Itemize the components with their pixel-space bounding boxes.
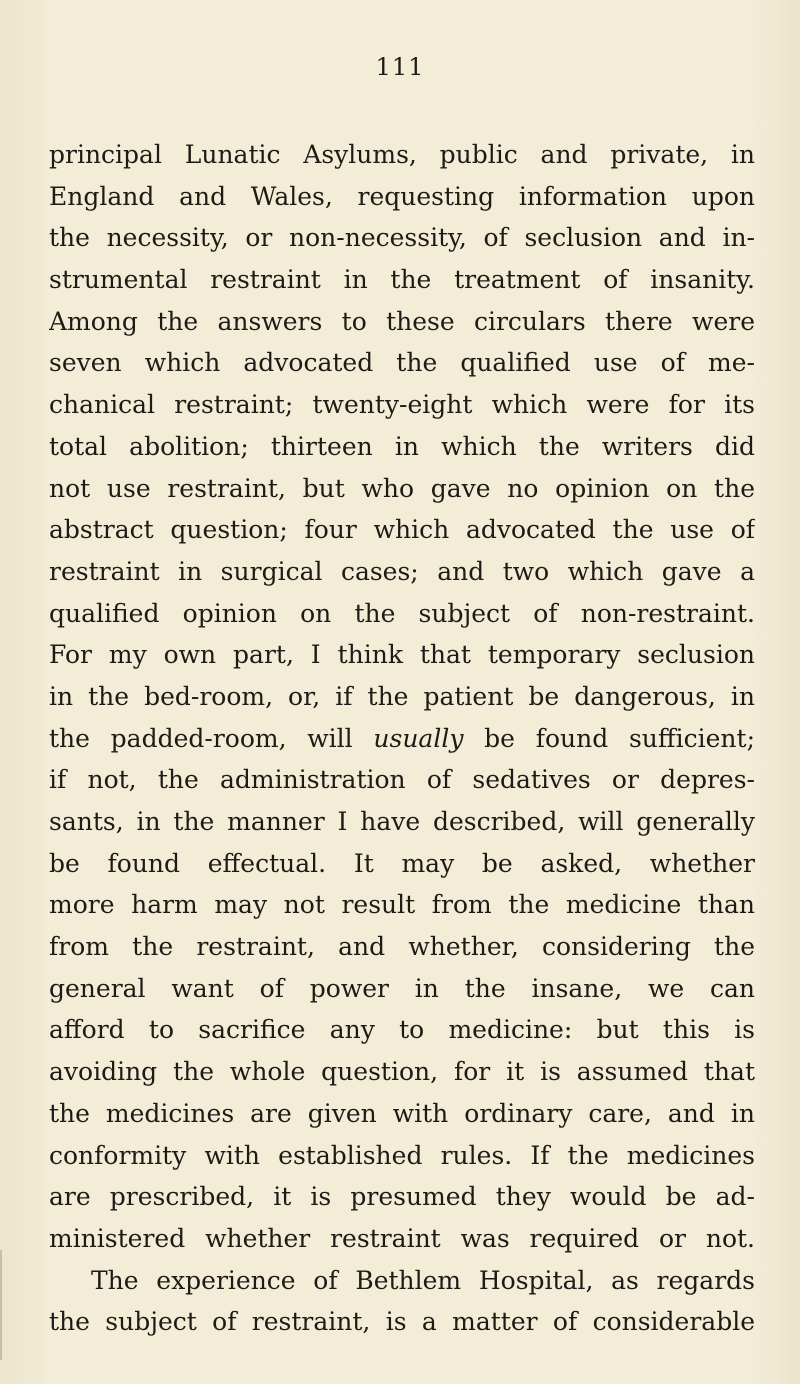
- text-line: the necessity, or non-necessity, of seclusion and in-: [49, 223, 755, 253]
- page-edge-shadow: [0, 1250, 2, 1360]
- text-line: seven which advocated the qualified use of me-: [49, 348, 755, 378]
- text-line-with-emphasis: [49, 718, 755, 760]
- text-line: principal Lunatic Asylums, public and private, in: [49, 140, 755, 169]
- text-line: avoiding the whole question, for it is assumed that: [49, 1057, 755, 1087]
- text-line: if not, the administration of sedatives or depres-: [49, 765, 755, 795]
- text-line: chanical restraint; twenty-eight which were for its: [49, 390, 755, 420]
- text-line: sants, in the manner I have described, will generally: [49, 807, 755, 836]
- text-line: afford to sacrifice any to medicine: but this is: [49, 1015, 755, 1045]
- emphasized-word: usually: [373, 723, 464, 753]
- text-line: from the restraint, and whether, considering the: [49, 932, 755, 962]
- text-line: be found effectual. It may be asked, whether: [49, 848, 755, 878]
- text-line: in the bed-room, or, if the patient be dangerous, in: [49, 681, 755, 711]
- text-line: ministered whether restraint was required or not.: [49, 1223, 755, 1253]
- body-text: [49, 134, 755, 1343]
- text-segment: the padded-room, will: [49, 723, 374, 753]
- text-line: England and Wales, requesting information upon: [49, 181, 755, 211]
- paragraph-start-line: The experience of Bethlem Hospital, as regards: [91, 1265, 755, 1295]
- text-line: are prescribed, it is presumed they would be ad-: [49, 1182, 755, 1212]
- text-line: conformity with established rules. If the medicines: [49, 1140, 755, 1170]
- text-line: restraint in surgical cases; and two which gave a: [49, 556, 755, 586]
- text-line: For my own part, I think that temporary seclusion: [49, 640, 755, 670]
- text-line: the subject of restraint, is a matter of considerable: [49, 1307, 755, 1337]
- text-line: general want of power in the insane, we can: [49, 973, 755, 1003]
- text-segment: be found sufficient;: [463, 723, 755, 753]
- text-line: abstract question; four which advocated the use of: [49, 515, 755, 545]
- text-line: not use restraint, but who gave no opinion on the: [49, 473, 755, 503]
- text-line: total abolition; thirteen in which the writers did: [49, 431, 755, 461]
- text-line: qualified opinion on the subject of non-restraint.: [49, 598, 755, 628]
- page-number: 111: [375, 53, 425, 81]
- text-line: strumental restraint in the treatment of insanity.: [49, 265, 755, 295]
- text-line: more harm may not result from the medicine than: [49, 890, 755, 920]
- text-line: Among the answers to these circulars there were: [49, 306, 755, 336]
- text-line: the medicines are given with ordinary care, and in: [49, 1098, 755, 1128]
